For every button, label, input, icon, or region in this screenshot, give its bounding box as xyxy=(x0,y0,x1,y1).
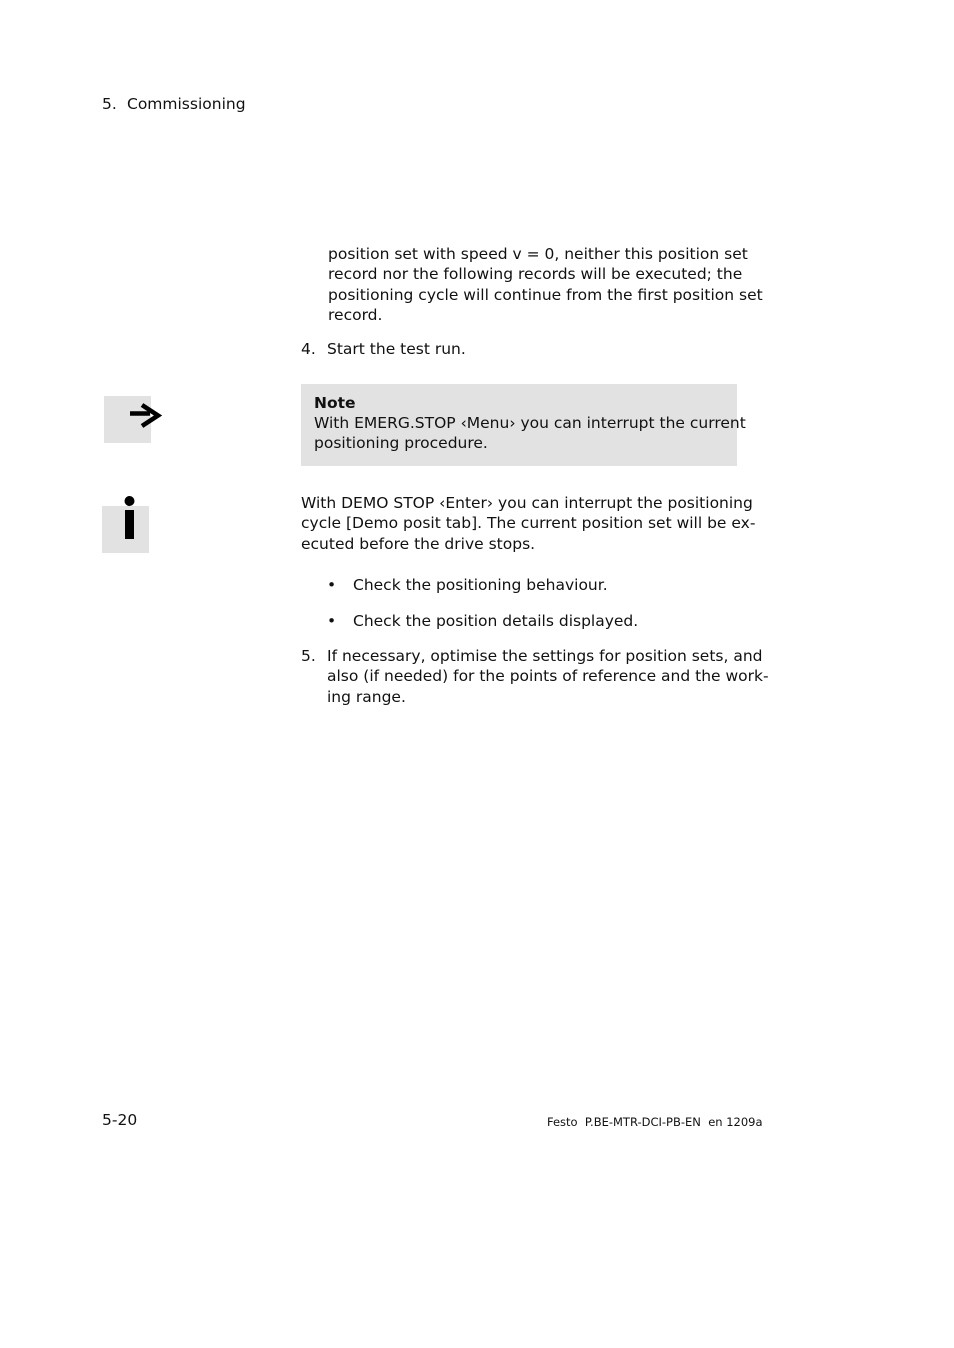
bullet-symbol: • xyxy=(327,576,337,594)
arrow-right-icon xyxy=(104,396,151,443)
note-line: With EMERG.STOP ‹Menu› you can interrupt the current xyxy=(314,414,746,432)
bullet-symbol: • xyxy=(327,612,337,630)
paragraph-line: If necessary, optimise the settings for position sets, and xyxy=(327,647,763,665)
continuation-paragraph xyxy=(328,244,763,325)
paragraph-line: ecuted before the drive stops. xyxy=(301,534,536,553)
note-title: Note xyxy=(314,394,356,412)
bullet-text: Check the positioning behaviour. xyxy=(353,576,608,594)
paragraph-line: record nor the following records will be executed; the xyxy=(328,265,743,284)
bullet-text: Check the position details displayed. xyxy=(353,612,639,630)
paragraph-line: ing range. xyxy=(327,687,406,706)
paragraph-line: position set with speed v = 0, neither this position set xyxy=(328,245,748,263)
chapter-title: Commissioning xyxy=(127,95,246,113)
page-number: 5-20 xyxy=(102,1111,138,1129)
chapter-number: 5. xyxy=(102,95,117,113)
info-icon xyxy=(102,506,149,553)
step-text: Start the test run. xyxy=(327,340,466,358)
paragraph-line: With DEMO STOP ‹Enter› you can interrupt the positioning xyxy=(301,494,753,512)
info-paragraph xyxy=(301,493,755,554)
chapter-header xyxy=(102,94,246,114)
step-number: 4. xyxy=(301,340,316,358)
paragraph-line: positioning cycle will continue from the first position set xyxy=(328,285,763,304)
paragraph-line: record. xyxy=(328,305,383,324)
step-text xyxy=(327,646,769,707)
note-box xyxy=(301,384,746,466)
paragraph-line: also (if needed) for the points of reference and the work- xyxy=(327,667,769,686)
paragraph-line: cycle [Demo posit tab]. The current position set will be ex- xyxy=(301,514,756,533)
note-line: positioning procedure. xyxy=(314,434,488,452)
document-id: Festo P.BE-MTR-DCI-PB-EN en 1209a xyxy=(547,1115,763,1129)
step-number: 5. xyxy=(301,647,316,665)
